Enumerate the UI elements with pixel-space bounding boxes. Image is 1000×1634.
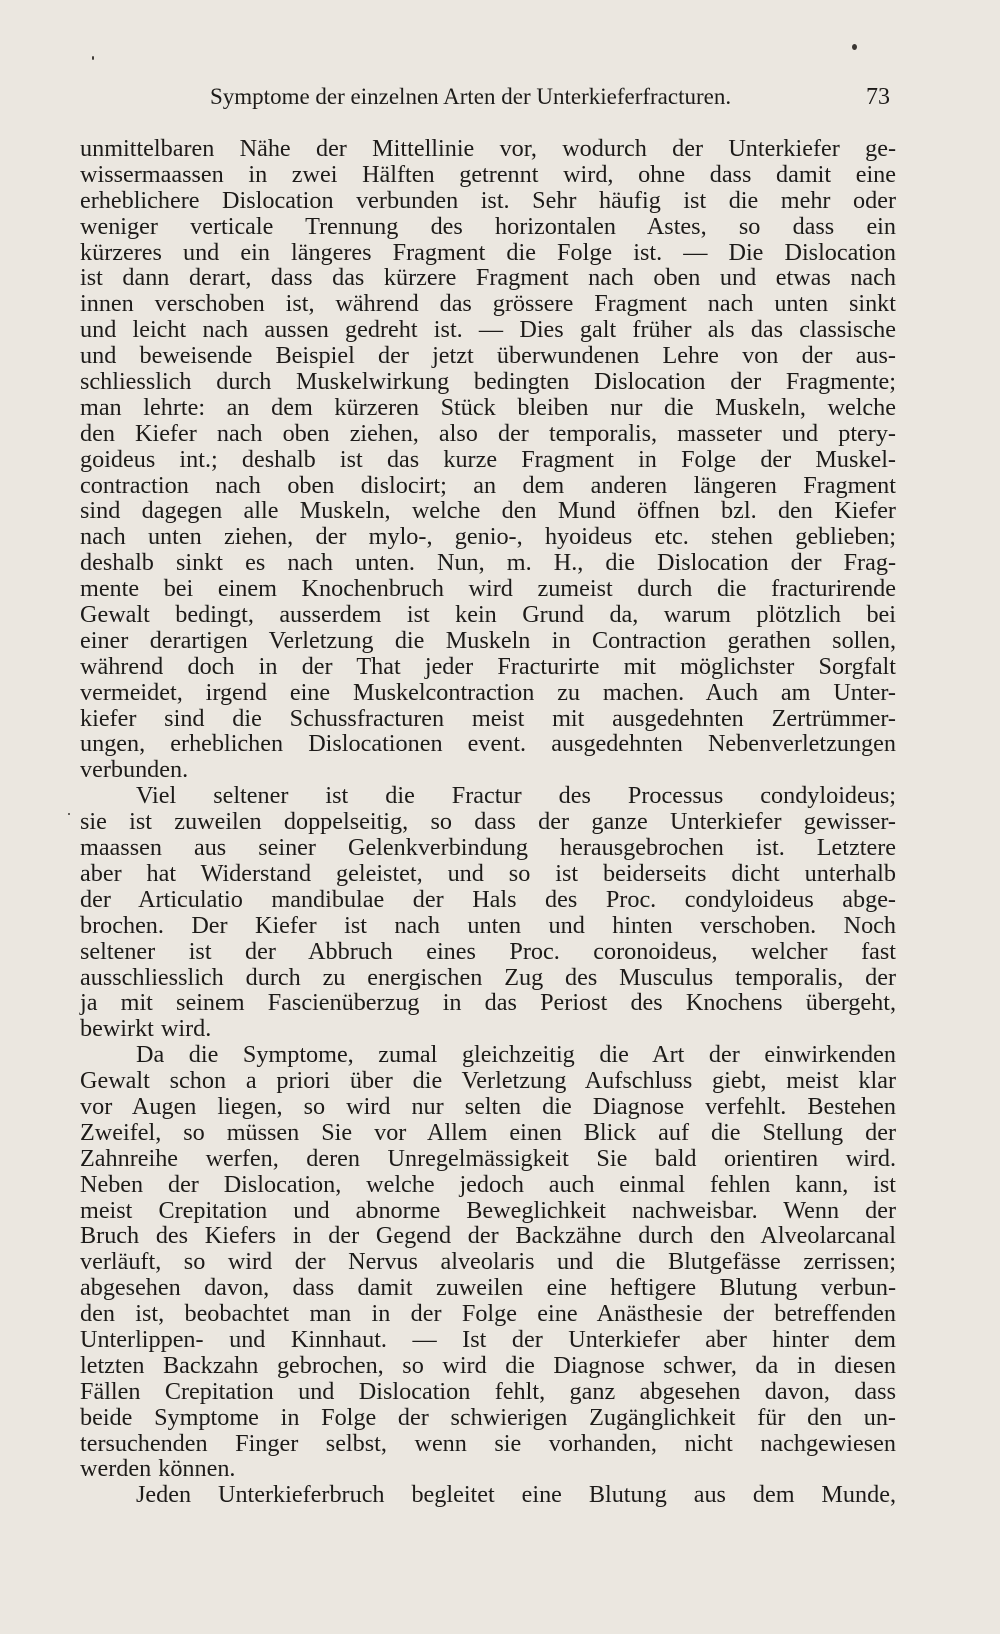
text-line: kiefer sind die Schussfracturen meist mit ausgedehnten Zertrümmer- — [80, 704, 896, 732]
text-line: mente bei einem Knochenbruch wird zumeist durch die fracturirende — [80, 575, 896, 603]
ink-speck — [92, 56, 94, 60]
text-line: seltener ist der Abbruch eines Proc. coronoideus, welcher fast — [80, 937, 896, 965]
text-line: erheblichere Dislocation verbunden ist. Sehr häufig ist die mehr oder — [80, 186, 896, 214]
text-line: goideus int.; deshalb ist das kurze Fragment in Folge der Muskel- — [80, 445, 896, 473]
text-line: letzten Backzahn gebrochen, so wird die Diagnose schwer, da in diesen — [80, 1351, 896, 1379]
text-line: wissermaassen in zwei Hälften getrennt wird, ohne dass damit eine — [80, 160, 896, 188]
text-line: ja mit seinem Fascienüberzug in das Periost des Knochens übergeht, — [80, 989, 896, 1017]
text-line: vermeidet, irgend eine Muskelcontraction zu machen. Auch am Unter- — [80, 678, 896, 706]
text-line: aber hat Widerstand geleistet, und so ist beiderseits dicht unterhalb — [80, 859, 896, 887]
text-line: verläuft, so wird der Nervus alveolaris und die Blutgefässe zerrissen; — [80, 1248, 896, 1276]
text-line: Gewalt schon a priori über die Verletzung Aufschluss giebt, meist klar — [80, 1067, 896, 1095]
text-line: einer derartigen Verletzung die Muskeln in Contraction gerathen sollen, — [80, 626, 896, 654]
text-line: Unterlippen- und Kinnhaut. — Ist der Unterkiefer aber hinter dem — [80, 1325, 896, 1353]
text-line: Zahnreihe werfen, deren Unregelmässigkeit Sie bald orientiren wird. — [80, 1144, 896, 1172]
text-line: bewirkt wird. — [80, 1015, 212, 1043]
text-line: den ist, beobachtet man in der Folge eine Anästhesie der betreffenden — [80, 1300, 896, 1328]
text-line: Zweifel, so müssen Sie vor Allem einen Blick auf die Stellung der — [80, 1118, 896, 1146]
text-line: sie ist zuweilen doppelseitig, so dass der ganze Unterkiefer gewisser- — [80, 808, 896, 836]
ink-speck — [68, 813, 70, 815]
text-line: nach unten ziehen, der mylo-, genio-, hyoideus etc. stehen geblieben; — [80, 523, 896, 551]
text-line: kürzeres und ein längeres Fragment die Folge ist. — Die Dislocation — [80, 238, 896, 266]
text-line: den Kiefer nach oben ziehen, also der temporalis, masseter und ptery- — [80, 419, 896, 447]
text-line: contraction nach oben dislocirt; an dem anderen längeren Fragment — [80, 471, 896, 499]
text-line: tersuchenden Finger selbst, wenn sie vorhanden, nicht nachgewiesen — [80, 1429, 896, 1457]
text-line: beide Symptome in Folge der schwierigen Zugänglichkeit für den un- — [80, 1403, 896, 1431]
text-line: und beweisende Beispiel der jetzt überwundenen Lehre von der aus- — [80, 342, 896, 370]
text-line: weniger verticale Trennung des horizontalen Astes, so dass ein — [80, 212, 896, 240]
text-line: vor Augen liegen, so wird nur selten die Diagnose verfehlt. Bestehen — [80, 1092, 896, 1120]
text-line: ist dann derart, dass das kürzere Fragment nach oben und etwas nach — [80, 264, 896, 292]
page-number: 73 — [866, 84, 890, 110]
text-line: man lehrte: an dem kürzeren Stück bleiben nur die Muskeln, welche — [80, 393, 896, 421]
text-line: sind dagegen alle Muskeln, welche den Mund öffnen bzl. den Kiefer — [80, 497, 896, 525]
text-line: Gewalt bedingt, ausserdem ist kein Grund da, warum plötzlich bei — [80, 601, 896, 629]
text-line: meist Crepitation und abnorme Beweglichkeit nachweisbar. Wenn der — [80, 1196, 896, 1224]
text-line: Jeden Unterkieferbruch begleitet eine Blutung aus dem Munde, — [136, 1481, 896, 1509]
text-line: innen verschoben ist, während das grössere Fragment nach unten sinkt — [80, 290, 896, 318]
text-line: und leicht nach aussen gedreht ist. — Dies galt früher als das classische — [80, 316, 896, 344]
text-line: ausschliesslich durch zu energischen Zug des Musculus temporalis, der — [80, 963, 896, 991]
text-line: maassen aus seiner Gelenkverbindung herausgebrochen ist. Letztere — [80, 834, 896, 862]
text-line: abgesehen davon, dass damit zuweilen eine heftigere Blutung verbun- — [80, 1274, 896, 1302]
text-line: während doch in der That jeder Fracturirte mit möglichster Sorgfalt — [80, 652, 896, 680]
text-line: schliesslich durch Muskelwirkung bedingten Dislocation der Fragmente; — [80, 368, 896, 396]
text-line: der Articulatio mandibulae der Hals des Proc. condyloideus abge- — [80, 885, 896, 913]
text-line: Bruch des Kiefers in der Gegend der Backzähne durch den Alveolarcanal — [80, 1222, 896, 1250]
ink-speck — [852, 44, 857, 50]
text-line: deshalb sinkt es nach unten. Nun, m. H., die Dislocation der Frag- — [80, 549, 896, 577]
running-header — [80, 84, 890, 114]
running-title: Symptome der einzelnen Arten der Unterkieferfracturen. — [210, 84, 732, 109]
text-line: brochen. Der Kiefer ist nach unten und hinten verschoben. Noch — [80, 911, 896, 939]
text-line: ungen, erheblichen Dislocationen event. ausgedehnten Nebenverletzungen — [80, 730, 896, 758]
text-line: verbunden. — [80, 756, 189, 784]
text-line: Fällen Crepitation und Dislocation fehlt, ganz abgesehen davon, dass — [80, 1377, 896, 1405]
text-line: Viel seltener ist die Fractur des Processus condyloideus; — [136, 782, 896, 810]
body-text — [80, 136, 896, 1508]
text-line: Da die Symptome, zumal gleichzeitig die Art der einwirkenden — [136, 1041, 896, 1069]
text-line: Neben der Dislocation, welche jedoch auch einmal fehlen kann, ist — [80, 1170, 896, 1198]
text-line: unmittelbaren Nähe der Mittellinie vor, wodurch der Unterkiefer ge- — [80, 135, 896, 162]
text-line: werden können. — [80, 1455, 236, 1483]
